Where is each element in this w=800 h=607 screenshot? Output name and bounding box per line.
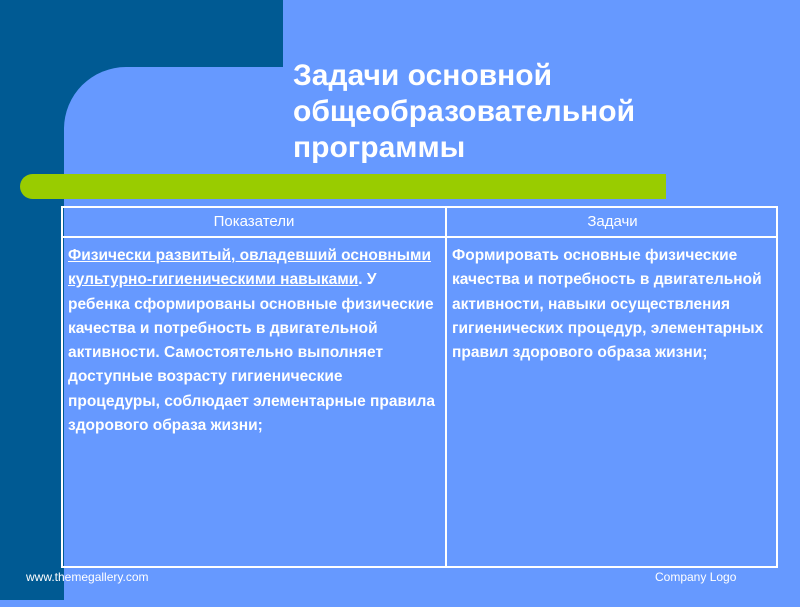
header-divider (63, 236, 776, 238)
content-table (61, 206, 778, 568)
indicators-cell (68, 244, 436, 438)
title-line-2: общеобразовательной (293, 95, 636, 128)
indicators-cell-text: . У ребенка сформированы основные физические качества и потребность в двигательной активности. Самостоятельно выполняет доступные возрасту гигиенические процедуры, соблюдает элементарные правила здорового образа жизни; (68, 271, 435, 435)
title-line-3: программы (293, 131, 466, 164)
column-divider (445, 208, 447, 566)
title-line-1: Задачи основной (293, 59, 553, 92)
footer-company-logo: Company Logo (655, 570, 737, 584)
header-tasks: Задачи (587, 213, 638, 230)
accent-bar (20, 174, 666, 199)
indicators-cell-underlined: Физически развитый, овладевший основными культурно-гигиеническими навыками (68, 247, 431, 289)
header-indicators: Показатели (213, 213, 295, 230)
tasks-cell: Формировать основные физические качества и потребность в двигательной активности, навыки осуществления гигиенических процедур, элементарных правил здорового образа жизни; (452, 247, 764, 362)
slide-title (293, 58, 773, 166)
footer-website: www.themegallery.com (26, 570, 149, 584)
